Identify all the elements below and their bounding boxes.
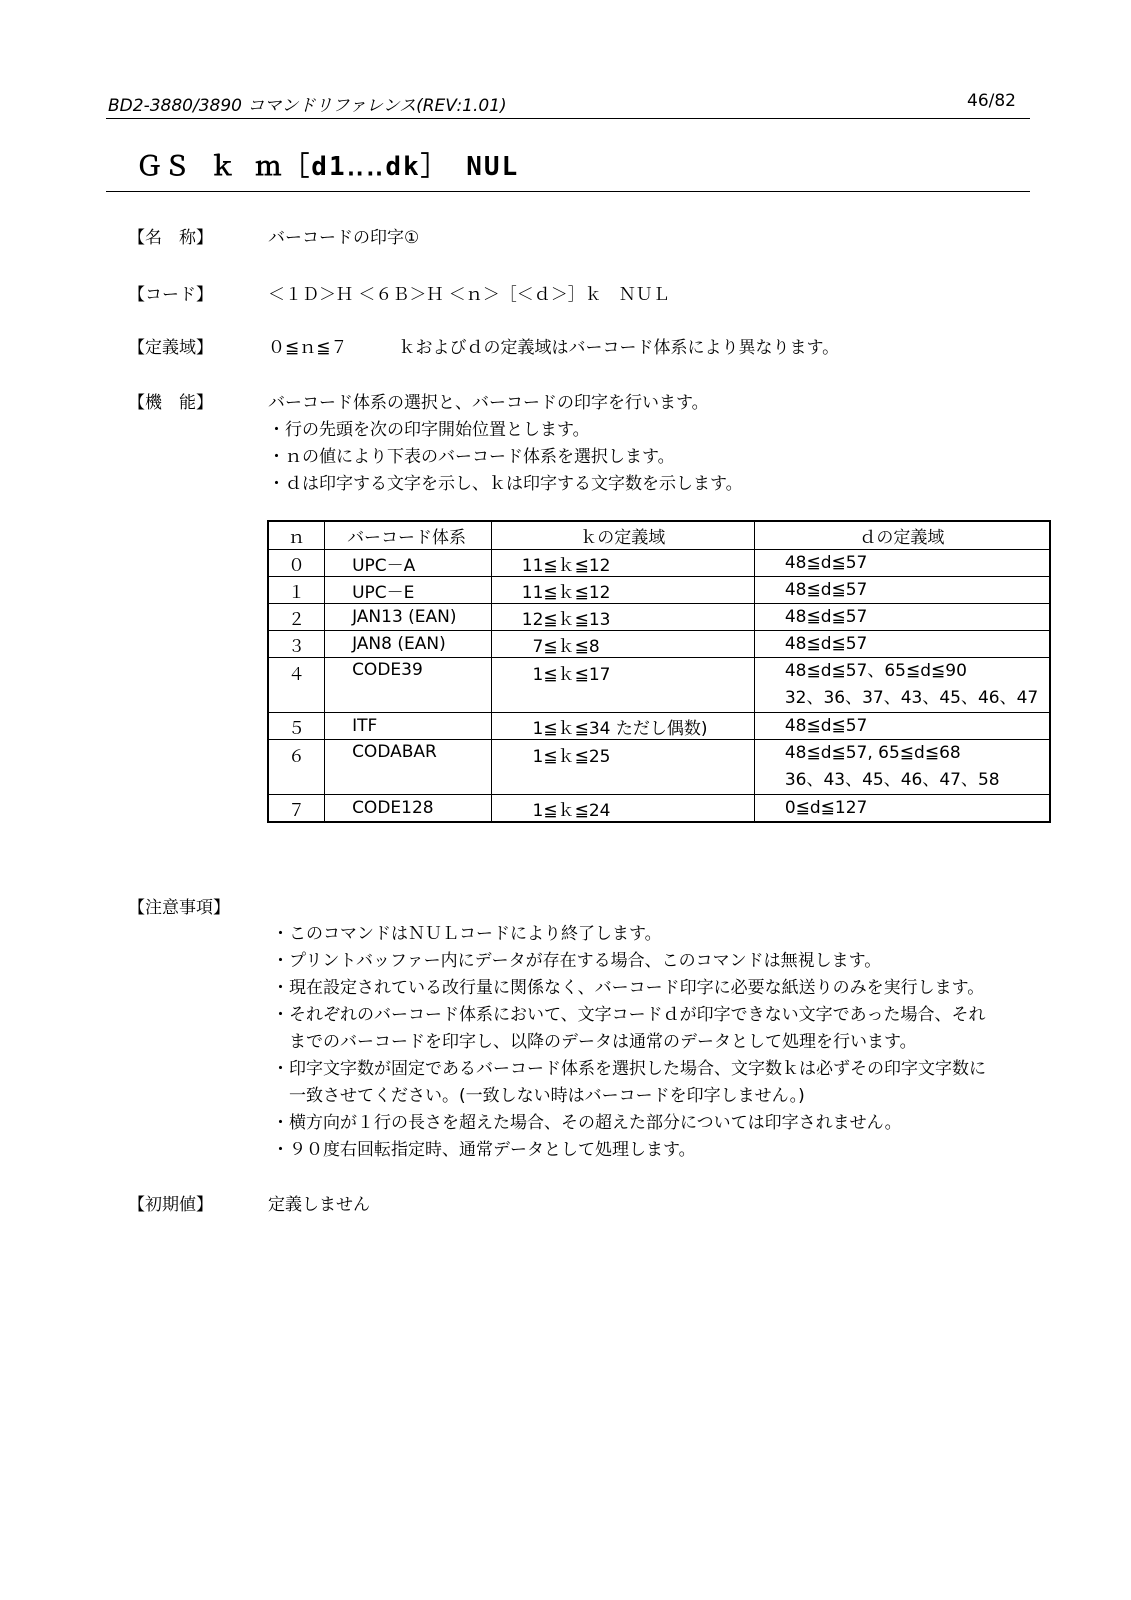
- cell-n: ５: [268, 713, 325, 740]
- cell-system: CODABAR: [325, 740, 492, 795]
- column-header-system: バーコード体系: [325, 521, 492, 550]
- cell-d-line: 32、36、37、43、45、46、47: [784, 688, 1039, 708]
- note-line: ・印字文字数が固定であるバーコード体系を選択した場合、文字数ｋは必ずその印字文字数に: [272, 1059, 986, 1079]
- cell-n: ４: [268, 658, 325, 713]
- title-divider: [106, 191, 1030, 192]
- cell-k-range: 11≦ｋ≦12: [491, 577, 754, 604]
- code-value: ＜１Ｄ＞Ｈ ＜６Ｂ＞Ｈ ＜ｎ＞［＜ｄ＞］ｋ ＮＵＬ: [268, 285, 670, 305]
- domain-value: ０≦ｎ≦７ ｋおよびｄの定義域はバーコード体系により異なります。: [268, 338, 840, 358]
- table-row: [268, 658, 1050, 713]
- initial-label: 【初期値】: [128, 1195, 213, 1215]
- cell-n: １: [268, 577, 325, 604]
- cell-system: ITF: [325, 713, 492, 740]
- cell-d-range: [754, 658, 1050, 713]
- note-line: ・横方向が１行の長さを超えた場合、その超えた部分については印字されません。: [272, 1113, 902, 1133]
- function-label: 【機 能】: [128, 393, 213, 413]
- code-label: 【コード】: [128, 285, 213, 305]
- note-line: ・プリントバッファー内にデータが存在する場合、このコマンドは無視します。: [272, 951, 882, 971]
- document-title: BD2-3880/3890 コマンドリファレンス(REV:1.01): [108, 96, 507, 116]
- initial-value: 定義しません: [268, 1195, 370, 1215]
- table-row: [268, 713, 1050, 740]
- cell-system: JAN8 (EAN): [325, 631, 492, 658]
- cell-d-line: 48≦d≦57、65≦d≦90: [784, 661, 967, 681]
- note-line: ・９０度右回転指定時、通常データとして処理します。: [272, 1140, 696, 1160]
- cell-k-range: 7≦ｋ≦8: [491, 631, 754, 658]
- column-header-n: ｎ: [268, 521, 325, 550]
- function-line: ・ｎの値により下表のバーコード体系を選択します。: [268, 447, 675, 467]
- function-line: ・ｄは印字する文字を示し、ｋは印字する文字数を示します。: [268, 474, 743, 494]
- column-header-k-range: ｋの定義域: [491, 521, 754, 550]
- note-line: ・現在設定されている改行量に関係なく、バーコード印字に必要な紙送りのみを実行します。: [272, 978, 985, 998]
- cell-n: ２: [268, 604, 325, 631]
- page-header: [106, 88, 1030, 119]
- table-row: [268, 577, 1050, 604]
- table-header-row: [268, 521, 1050, 550]
- cell-system: UPC－A: [325, 550, 492, 577]
- command-title: ＧＳ ｋ ｍ［d1‥‥dk］ NUL: [136, 152, 520, 182]
- name-value: バーコードの印字①: [268, 228, 420, 248]
- cell-n: ０: [268, 550, 325, 577]
- page-number: 46/82: [967, 91, 1016, 111]
- cell-k-range: 12≦ｋ≦13: [491, 604, 754, 631]
- cell-system: JAN13 (EAN): [325, 604, 492, 631]
- table-row: [268, 795, 1050, 823]
- cell-d-line: 48≦d≦57, 65≦d≦68: [784, 743, 961, 763]
- cell-k-range: 1≦ｋ≦17: [491, 658, 754, 713]
- table-row: [268, 740, 1050, 795]
- table-row: [268, 631, 1050, 658]
- cell-k-range: 11≦ｋ≦12: [491, 550, 754, 577]
- column-header-d-range: ｄの定義域: [754, 521, 1050, 550]
- cell-d-line: 36、43、45、46、47、58: [784, 770, 1000, 790]
- cell-system: CODE39: [325, 658, 492, 713]
- cell-d-range: 48≦d≦57: [754, 550, 1050, 577]
- notes-label: 【注意事項】: [128, 898, 230, 918]
- note-line: ・それぞれのバーコード体系において、文字コードｄが印字できない文字であった場合、それ: [272, 1005, 986, 1025]
- cell-n: ３: [268, 631, 325, 658]
- cell-n: ７: [268, 795, 325, 823]
- cell-d-range: 48≦d≦57: [754, 604, 1050, 631]
- cell-k-range: 1≦ｋ≦34 ただし偶数): [491, 713, 754, 740]
- domain-label: 【定義域】: [128, 338, 213, 358]
- cell-k-range: 1≦ｋ≦25: [491, 740, 754, 795]
- note-line: までのバーコードを印字し、以降のデータは通常のデータとして処理を行います。: [272, 1032, 917, 1052]
- cell-d-range: 0≦d≦127: [754, 795, 1050, 823]
- cell-d-range: 48≦d≦57: [754, 631, 1050, 658]
- function-line: バーコード体系の選択と、バーコードの印字を行います。: [268, 393, 709, 413]
- note-line: ・このコマンドはＮＵＬコードにより終了します。: [272, 924, 662, 944]
- note-line: 一致させてください。(一致しない時はバーコードを印字しません。): [272, 1086, 805, 1106]
- cell-d-range: [754, 740, 1050, 795]
- table-row: [268, 550, 1050, 577]
- cell-d-range: 48≦d≦57: [754, 713, 1050, 740]
- name-label: 【名 称】: [128, 228, 213, 248]
- cell-d-range: 48≦d≦57: [754, 577, 1050, 604]
- table-row: [268, 604, 1050, 631]
- cell-k-range: 1≦ｋ≦24: [491, 795, 754, 823]
- function-line: ・行の先頭を次の印字開始位置とします。: [268, 420, 590, 440]
- cell-system: CODE128: [325, 795, 492, 823]
- cell-n: ６: [268, 740, 325, 795]
- cell-system: UPC－E: [325, 577, 492, 604]
- barcode-spec-table: [267, 520, 1051, 823]
